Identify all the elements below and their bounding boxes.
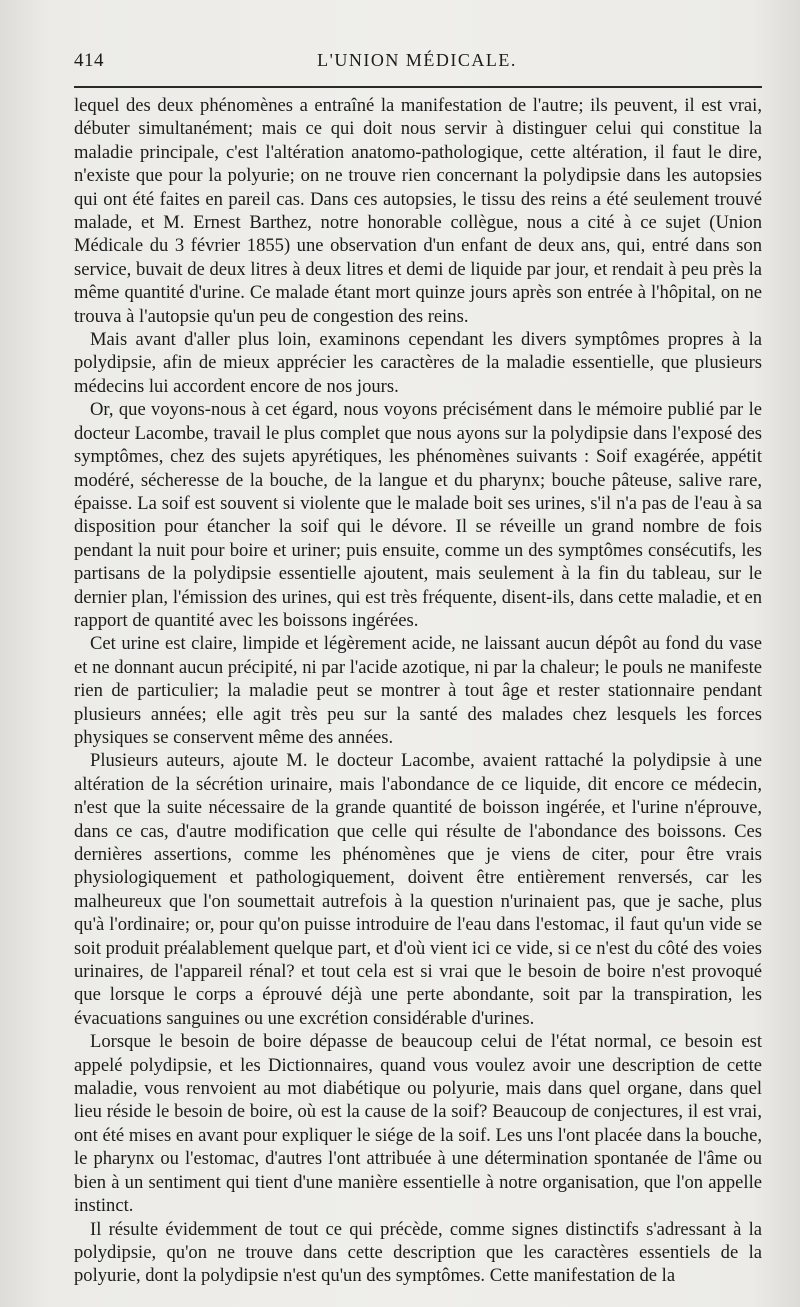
paragraph-1: lequel des deux phénomènes a entraîné la manifestation de l'autre; ils peuvent, il est vrai, débuter simultanément; mais ce qui doit nous servir à distinguer celui qui constitue la maladie principale, c'est l'altération anatomo-pathologique, cette altération, il faut le dire, n'existe que pour la polyurie; on ne trouve rien concernant la polydipsie dans les autopsies qui ont été faites en pareil cas. Dans ces autopsies, le tissu des reins a été seulement trouvé malade, et M. Ernest Barthez, notre honorable collègue, nous a cité à ce sujet (Union Médicale du 3 février 1855) une observation d'un enfant de deux ans, qui, entré dans son service, buvait de deux litres à deux litres et demi de liquide par jour, et rendait à peu près la même quantité d'urine. Ce malade étant mort quinze jours après son entrée à l'hôpital, on ne trouva à l'autopsie qu'un peu de congestion des reins. xyxy=(74,95,762,327)
header-rule xyxy=(74,86,762,88)
paragraph-7: Il résulte évidemment de tout ce qui précède, comme signes distinctifs s'adressant à la polydipsie, qu'on ne trouve dans cette description que les caractères essentiels de la polyurie, dont la polydipsie n'est qu'un des symptômes. Cette manifestation de la xyxy=(74,1218,762,1287)
paragraph-2: Mais avant d'aller plus loin, examinons cependant les divers symptômes propres à la polydipsie, afin de mieux apprécier les caractères de la maladie essentielle, que plusieurs médecins lui accordent encore de nos jours. xyxy=(74,329,762,397)
page-header xyxy=(74,44,760,78)
paragraph-3: Or, que voyons-nous à cet égard, nous voyons précisément dans le mémoire publié par le docteur Lacombe, travail le plus complet que nous ayons sur la polydipsie dans l'exposé des symptômes, chez des sujets apyrétiques, les phénomènes suivants : Soif exagérée, appétit modéré, sécheresse de la bouche, de la langue et du pharynx; bouche pâteuse, salive rare, épaisse. La soif est souvent si violente que le malade boit ses urines, s'il n'a pas de l'eau à sa disposition pour étancher la soif qui le dévore. Il se réveille un grand nombre de fois pendant la nuit pour boire et uriner; puis ensuite, comme un des symptômes consécutifs, les partisans de la polydipsie essentielle ajoutent, mais seulement à la fin du tableau, sur le dernier plan, l'émission des urines, qui est très fréquente, disent-ils, dans cette maladie, et en rapport de quantité avec les boissons ingérées. xyxy=(74,399,762,631)
body-text xyxy=(74,94,762,1288)
page-number: 414 xyxy=(74,50,104,71)
paragraph-4: Cet urine est claire, limpide et légèrement acide, ne laissant aucun dépôt au fond du vase et ne donnant aucun précipité, ni par l'acide azotique, ni par la chaleur; le pouls ne manifeste rien de particulier; la maladie peut se montrer à tout âge et rester stationnaire pendant plusieurs années; elle agit très peu sur la santé des malades chez lesquels les forces physiques se conservent même des années. xyxy=(74,633,762,748)
paragraph-5: Plusieurs auteurs, ajoute M. le docteur Lacombe, avaient rattaché la polydipsie à une altération de la sécrétion urinaire, mais l'abondance de ce liquide, dit encore ce médecin, n'est que la suite nécessaire de la grande quantité de boisson ingérée, et l'urine n'éprouve, dans ce cas, d'autre modification que celle qui résulte de l'abondance des boissons. Ces dernières assertions, comme les phénomènes que je viens de citer, pour être vrais physiologiquement et pathologiquement, doivent être entièrement renversés, car les malheureux que l'on soumettait autrefois à la question n'urinaient pas, que je sache, plus qu'à l'ordinaire; or, pour qu'on puisse introduire de l'eau dans l'estomac, il faut qu'un vide se soit produit préalablement quelque part, et d'où vient ici ce vide, si ce n'est du côté des voies urinaires, de l'appareil rénal? et tout cela est si vrai que le besoin de boire n'est provoqué que lorsque le corps a éprouvé déjà une perte abondante, soit par la transpiration, les évacuations sanguines ou une excrétion considérable d'urines. xyxy=(74,750,762,1029)
paragraph-6: Lorsque le besoin de boire dépasse de beaucoup celui de l'état normal, ce besoin est appelé polydipsie, et les Dictionnaires, quand vous voulez avoir une description de cette maladie, vous renvoient au mot diabétique ou polyurie, mais dans quel organe, dans quel lieu réside le besoin de boire, où est la cause de la soif? Beaucoup de conjectures, il est vrai, ont été mises en avant pour expliquer le siége de la soif. Les uns l'ont placée dans la bouche, le pharynx ou l'estomac, d'autres l'ont attribuée à une détermination spontanée de l'âme ou bien à un sentiment qui tient d'une manière essentielle à notre organisation, que l'on appelle instinct. xyxy=(74,1031,762,1217)
running-title: L'UNION MÉDICALE. xyxy=(317,50,517,70)
